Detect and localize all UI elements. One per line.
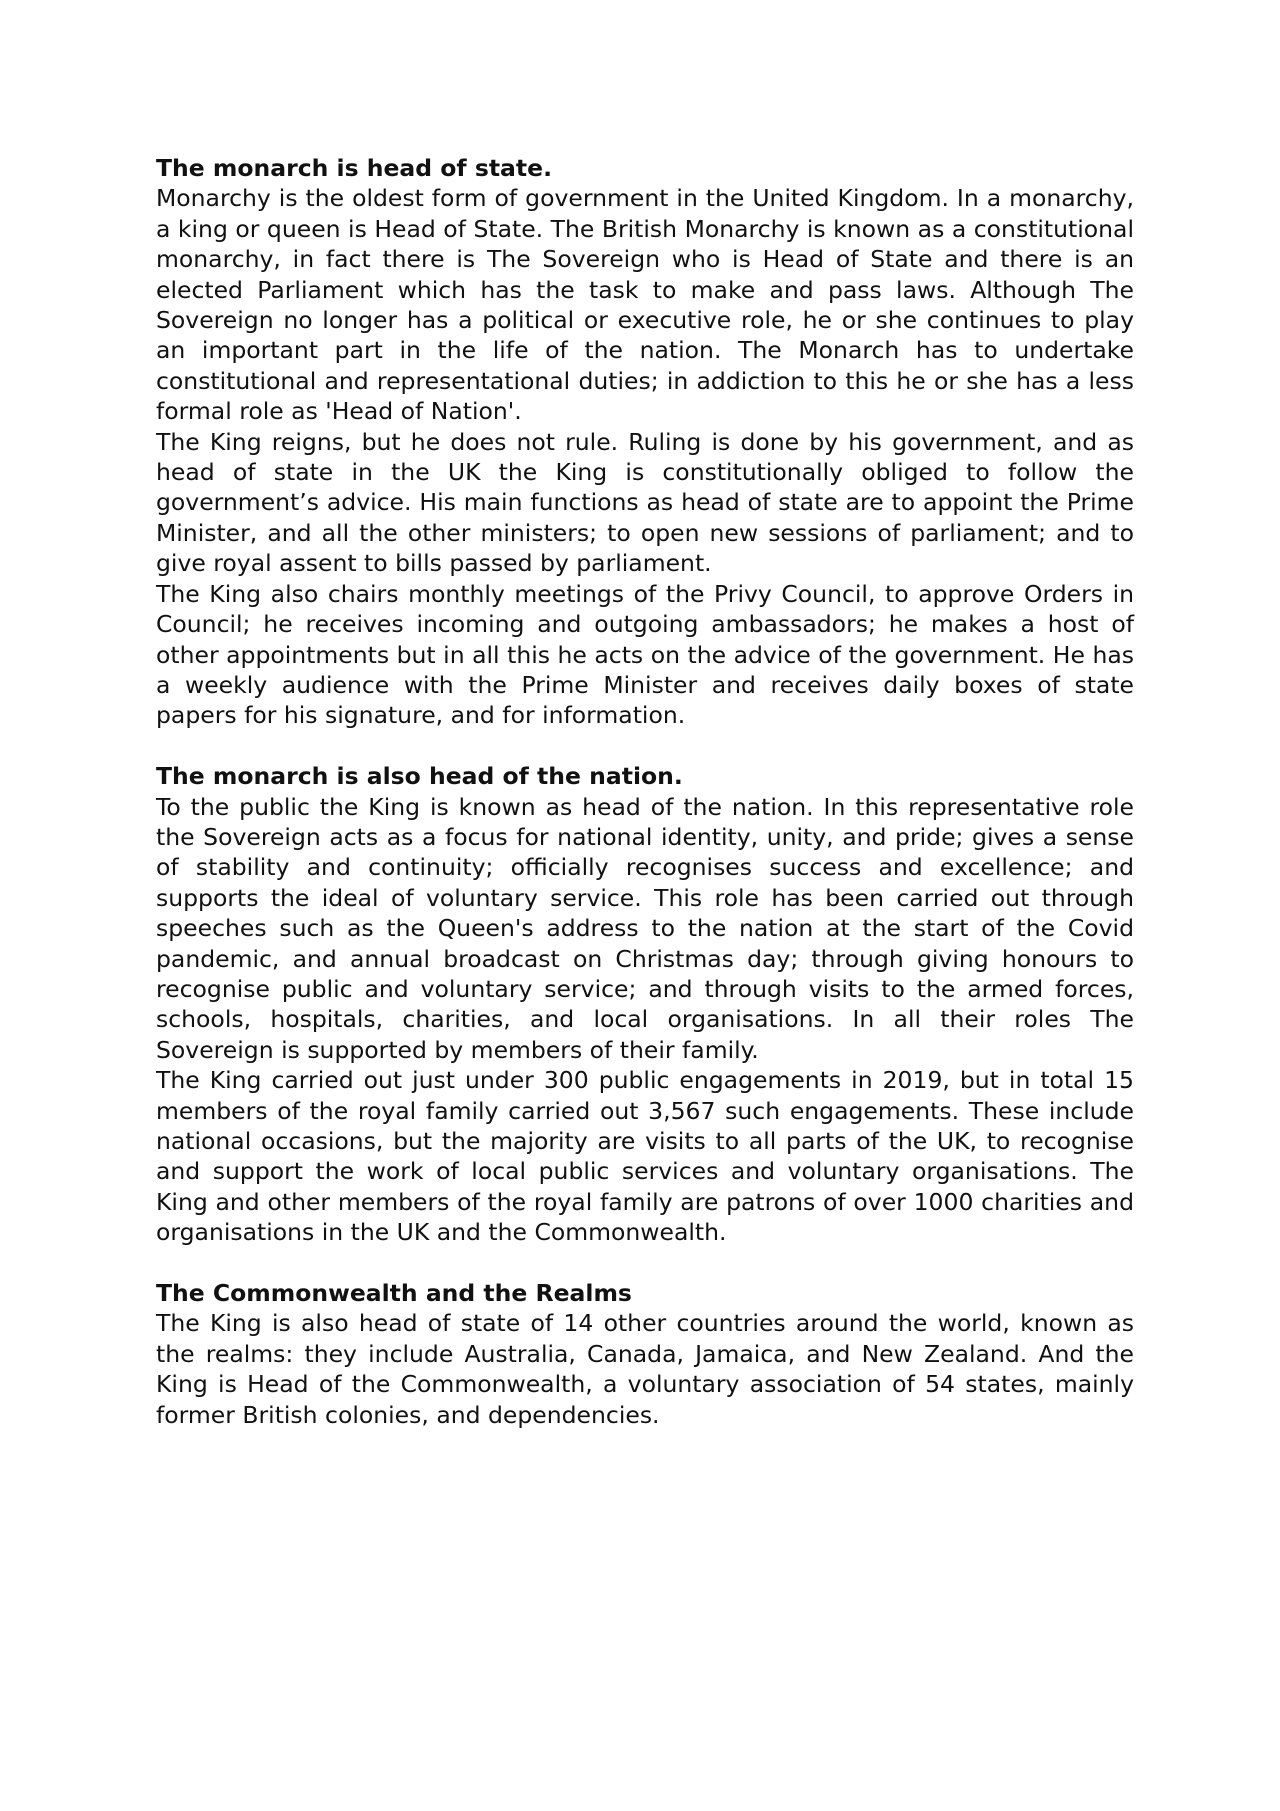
paragraph: To the public the King is known as head of the nation. In this representative role the Sovereign acts as a focus for national identity, unity, and pride; gives a sense of stability and continuity; officially recognises success and excellence; and supports the ideal of voluntary service. This role has been carried out through speeches such as the Queen's address to the nation at the start of the Covid pandemic, and annual broadcast on Christmas day; through giving honours to recognise public and voluntary service; and through visits to the armed forces, schools, hospitals, charities, and local organisations. In all their roles The Sovereign is supported by members of their family. [156, 792, 1134, 1064]
paragraph: The King is also head of state of 14 other countries around the world, known as the realms: they include Australia, Canada, Jamaica, and New Zealand. And the King is Head of the Commonwealth, a voluntary association of 54 states, mainly former British colonies, and dependencies. [156, 1309, 1134, 1429]
paragraph: The King reigns, but he does not rule. Ruling is done by his government, and as head of state in the UK the King is constitutionally obliged to follow the government’s advice. His main functions as head of state are to appoint the Prime Minister, and all the other ministers; to open new sessions of parliament; and to give royal assent to bills passed by parliament. [156, 427, 1134, 578]
document-page [156, 153, 1134, 1430]
section-commonwealth [156, 1278, 1134, 1430]
paragraph: Monarchy is the oldest form of government in the United Kingdom. In a monarchy, a king or queen is Head of State. The British Monarchy is known as a constitutional monarchy, in fact there is The Sovereign who is Head of State and there is an elected Parliament which has the task to make and pass laws. Although The Sovereign no longer has a political or executive role, he or she continues to play an important part in the life of the nation. The Monarch has to undertake constitutional and representational duties; in addiction to this he or she has a less formal role as 'Head of Nation'. [156, 184, 1134, 426]
paragraph: The King also chairs monthly meetings of the Privy Council, to approve Orders in Council; he receives incoming and outgoing ambassadors; he makes a host of other appointments but in all this he acts on the advice of the government. He has a weekly audience with the Prime Minister and receives daily boxes of state papers for his signature, and for information. [156, 579, 1134, 730]
paragraph: The King carried out just under 300 public engagements in 2019, but in total 15 members of the royal family carried out 3,567 such engagements. These include national occasions, but the majority are visits to all parts of the UK, to recognise and support the work of local public services and voluntary organisations. The King and other members of the royal family are patrons of over 1000 charities and organisations in the UK and the Commonwealth. [156, 1066, 1134, 1247]
section-head-of-state [156, 153, 1134, 731]
section-head-of-nation [156, 761, 1134, 1248]
section-heading: The monarch is head of state. [156, 154, 553, 182]
section-heading: The monarch is also head of the nation. [156, 762, 683, 791]
section-heading: The Commonwealth and the Realms [156, 1279, 632, 1307]
